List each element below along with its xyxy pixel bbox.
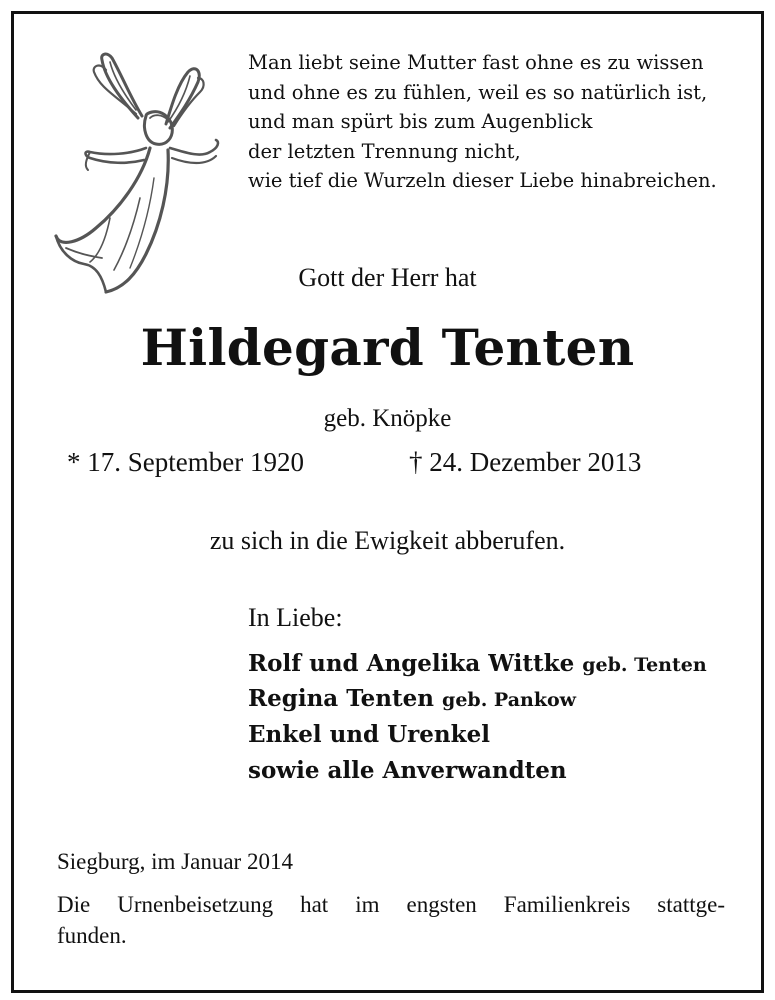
mourner-maiden-name: geb. Pankow: [442, 689, 577, 711]
mourner-name: Regina Tenten: [248, 685, 435, 712]
death-date: † 24. Dezember 2013: [409, 447, 642, 477]
mourner-entry: [248, 721, 490, 748]
burial-note-line: funden.: [57, 923, 127, 948]
maiden-name: geb. Knöpke: [323, 405, 452, 432]
poem-line: und ohne es zu fühlen, weil es so natürlich ist,: [248, 80, 708, 104]
mourners-heading: In Liebe:: [248, 603, 343, 632]
mourner-entry: [248, 757, 567, 784]
mourner-name: Rolf und Angelika Wittke: [248, 650, 575, 677]
poem-line: wie tief die Wurzeln dieser Liebe hinabreichen.: [248, 169, 717, 192]
deceased-name: Hildegard Tenten: [140, 318, 635, 377]
birth-date: * 17. September 1920: [67, 447, 304, 477]
mourner-name: Enkel und Urenkel: [248, 721, 490, 748]
poem-line: der letzten Trennung nicht,: [248, 139, 521, 163]
burial-note-line: Die Urnenbeisetzung hat im engsten Familienkreis stattge-: [57, 892, 725, 917]
place-and-date: Siegburg, im Januar 2014: [57, 849, 293, 874]
mourner-name: sowie alle Anverwandten: [248, 757, 567, 784]
poem-line: Man liebt seine Mutter fast ohne es zu wissen: [248, 51, 704, 74]
announcement-intro: Gott der Herr hat: [298, 263, 477, 292]
mourner-entry: [248, 685, 576, 712]
mourner-maiden-name: geb. Tenten: [582, 654, 707, 676]
memorial-poem: [248, 48, 748, 196]
angel-icon: [50, 48, 240, 298]
burial-note: [57, 889, 725, 951]
announcement-closing: zu sich in die Ewigkeit abberufen.: [209, 526, 566, 555]
mourner-entry: [248, 650, 707, 677]
poem-line: und man spürt bis zum Augenblick: [248, 110, 593, 133]
